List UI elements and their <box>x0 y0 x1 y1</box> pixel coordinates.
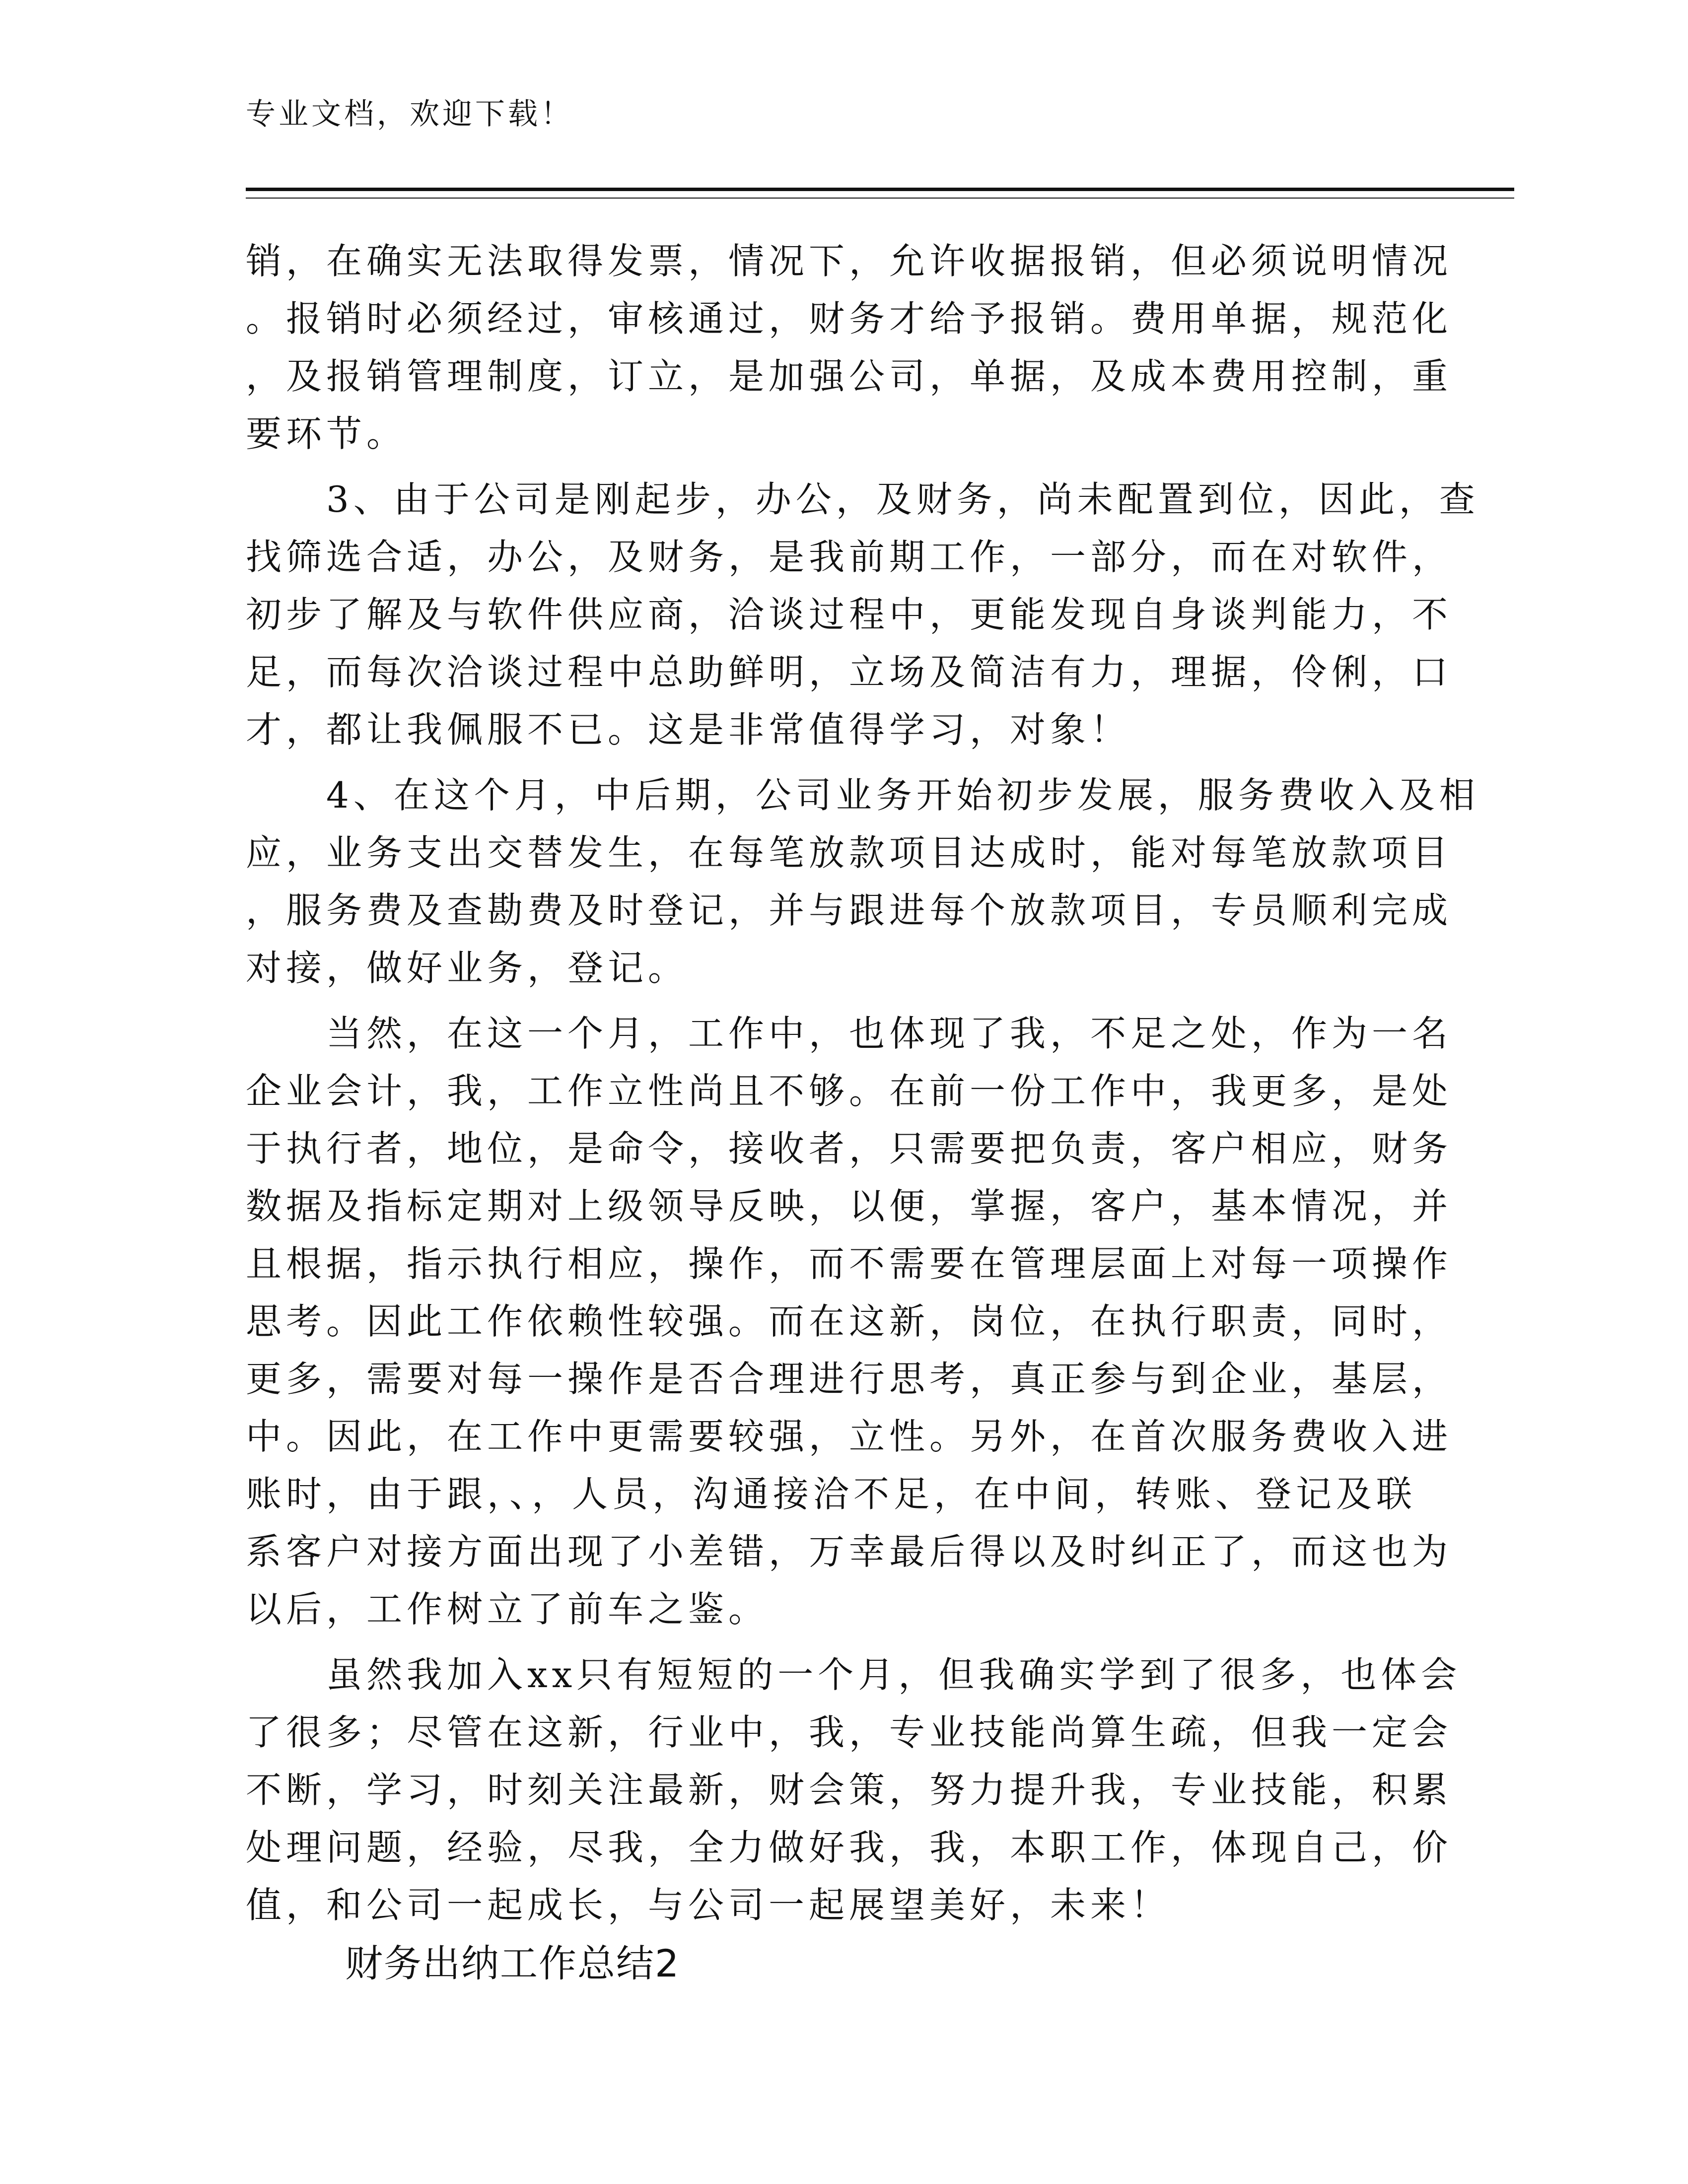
header-rule-thin <box>246 198 1514 199</box>
section-heading: 财务出纳工作总结2 <box>345 1941 680 1985</box>
text-line: 且根据，指示执行相应，操作，而不需要在管理层面上对每一项操作 <box>246 1243 1453 1285</box>
text-line: ，服务费及查勘费及时登记，并与跟进每个放款项目，专员顺利完成 <box>246 889 1453 931</box>
paragraph-gap <box>246 1638 1427 1646</box>
header-rule-thick <box>246 188 1514 191</box>
text-line: 对接，做好业务，登记。 <box>246 947 689 989</box>
paragraph-5 <box>246 1646 1462 1934</box>
text-line: 账时，由于跟，、，人员，沟通接洽不足，在中间，转账、登记及联 <box>246 1473 1417 1515</box>
text-line: 思考。因此工作依赖性较强。而在这新，岗位，在执行职责，同时， <box>246 1300 1453 1342</box>
text-line: 值，和公司一起成长，与公司一起展望美好，未来！ <box>246 1884 1171 1926</box>
text-line: 虽然我加入xx只有短短的一个月，但我确实学到了很多，也体会 <box>246 1654 1462 1696</box>
paragraph-1 <box>246 232 1453 463</box>
text-line: 。报销时必须经过，审核通过，财务才给予报销。费用单据，规范化 <box>246 298 1453 340</box>
text-line: 了很多；尽管在这新，行业中，我，专业技能尚算生疏，但我一定会 <box>246 1711 1453 1753</box>
text-line: 销，在确实无法取得发票，情况下，允许收据报销，但必须说明情况 <box>246 240 1453 282</box>
text-line: 找筛选合适，办公，及财务，是我前期工作，一部分，而在对软件， <box>246 536 1453 578</box>
text-line: 处理问题，经验，尽我，全力做好我，我，本职工作，体现自己，价 <box>246 1827 1453 1868</box>
text-line: 应，业务支出交替发生，在每笔放款项目达成时，能对每笔放款项目 <box>246 832 1453 874</box>
document-body <box>246 232 1479 1934</box>
text-line: 才，都让我佩服不已。这是非常值得学习，对象！ <box>246 709 1131 751</box>
text-line: 企业会计，我，工作立性尚且不够。在前一份工作中，我更多，是处 <box>246 1070 1453 1112</box>
text-line: 初步了解及与软件供应商，洽谈过程中，更能发现自身谈判能力，不 <box>246 594 1453 635</box>
text-line: 当然，在这一个月，工作中，也体现了我，不足之处，作为一名 <box>246 1013 1453 1054</box>
paragraph-3 <box>246 766 1479 997</box>
text-line: 系客户对接方面出现了小差错，万幸最后得以及时纠正了，而这也为 <box>246 1531 1453 1572</box>
paragraph-gap <box>246 463 1427 471</box>
page-header-text: 专业文档，欢迎下载！ <box>246 97 573 132</box>
text-line: 要环节。 <box>246 413 407 455</box>
text-line: 更多，需要对每一操作是否合理进行思考，真正参与到企业，基层， <box>246 1358 1453 1400</box>
paragraph-gap <box>246 997 1427 1005</box>
text-line: 数据及指标定期对上级领导反映，以便，掌握，客户，基本情况，并 <box>246 1185 1453 1227</box>
text-line: 3、由于公司是刚起步，办公，及财务，尚未配置到位，因此，查 <box>246 478 1479 520</box>
text-line: 4、在这个月，中后期，公司业务开始初步发展，服务费收入及相 <box>246 774 1479 816</box>
text-line: 不断，学习，时刻关注最新，财会策，努力提升我，专业技能，积累 <box>246 1769 1453 1811</box>
text-line: 中。因此，在工作中更需要较强，立性。另外，在首次服务费收入进 <box>246 1416 1453 1457</box>
text-line: ，及报销管理制度，订立，是加强公司，单据，及成本费用控制，重 <box>246 355 1453 397</box>
text-line: 足，而每次洽谈过程中总助鲜明，立场及简洁有力，理据，伶俐，口 <box>246 651 1453 693</box>
paragraph-gap <box>246 758 1427 766</box>
paragraph-2 <box>246 471 1479 758</box>
text-line: 于执行者，地位，是命令，接收者，只需要把负责，客户相应，财务 <box>246 1128 1453 1169</box>
paragraph-4 <box>246 1005 1453 1638</box>
text-line: 以后，工作树立了前车之鉴。 <box>246 1588 769 1630</box>
